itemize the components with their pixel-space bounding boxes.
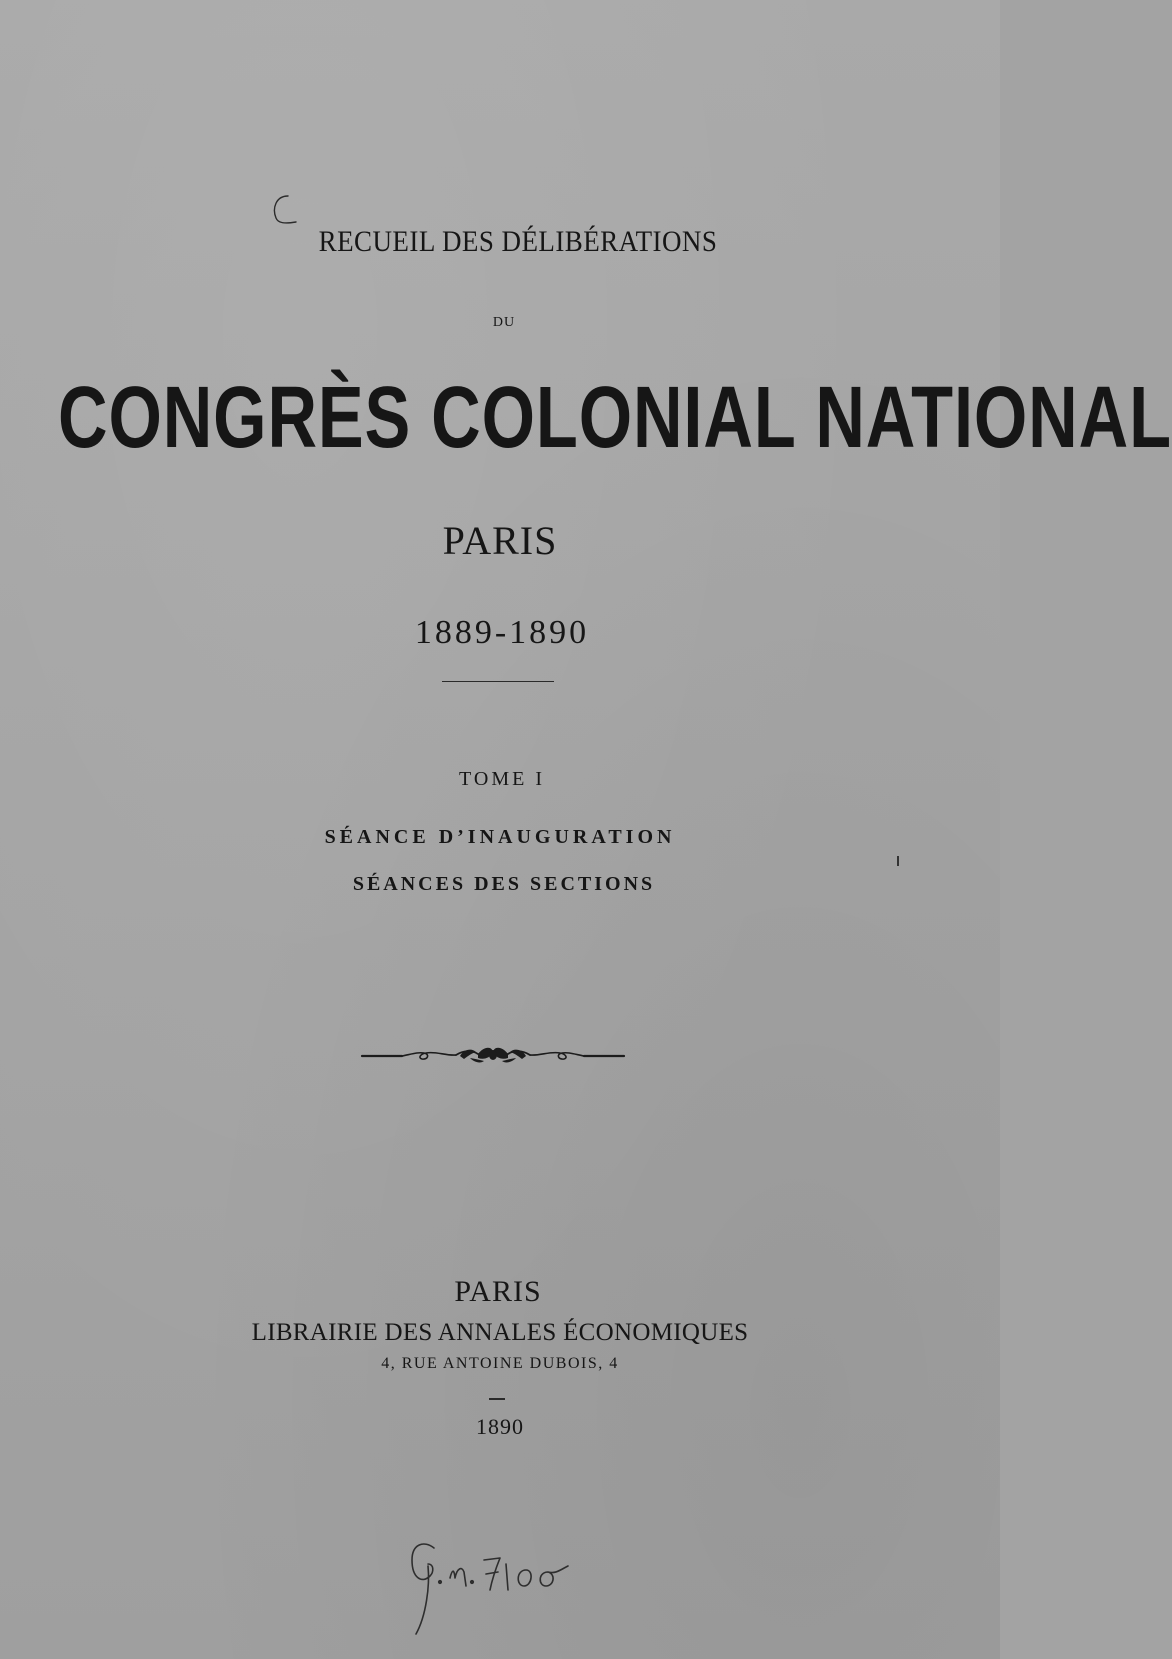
- imprint-city: PARIS: [454, 1275, 542, 1308]
- ink-speck: [897, 856, 899, 866]
- handwritten-shelfmark: [400, 1530, 600, 1645]
- recueil-heading: RECUEIL DES DÉLIBÉRATIONS: [318, 225, 718, 258]
- ornament-divider-icon: [360, 1040, 626, 1070]
- main-title: CONGRÈS COLONIAL NATIONAL: [58, 367, 1172, 467]
- volume-label: TOME I: [459, 768, 545, 790]
- contents-line-sections: SÉANCES DES SECTIONS: [352, 873, 656, 895]
- handwritten-c-mark: [268, 192, 298, 232]
- city-label: PARIS: [442, 518, 558, 563]
- divider-rule: [442, 681, 554, 682]
- imprint-dash: [489, 1398, 505, 1400]
- publisher-address: 4, RUE ANTOINE DUBOIS, 4: [381, 1355, 619, 1372]
- imprint-year: 1890: [476, 1414, 524, 1439]
- years-label: 1889-1890: [414, 614, 590, 651]
- du-label: DU: [492, 315, 516, 330]
- contents-line-inauguration: SÉANCE D’INAUGURATION: [324, 826, 676, 848]
- publisher-name: LIBRAIRIE DES ANNALES ÉCONOMIQUES: [251, 1319, 749, 1346]
